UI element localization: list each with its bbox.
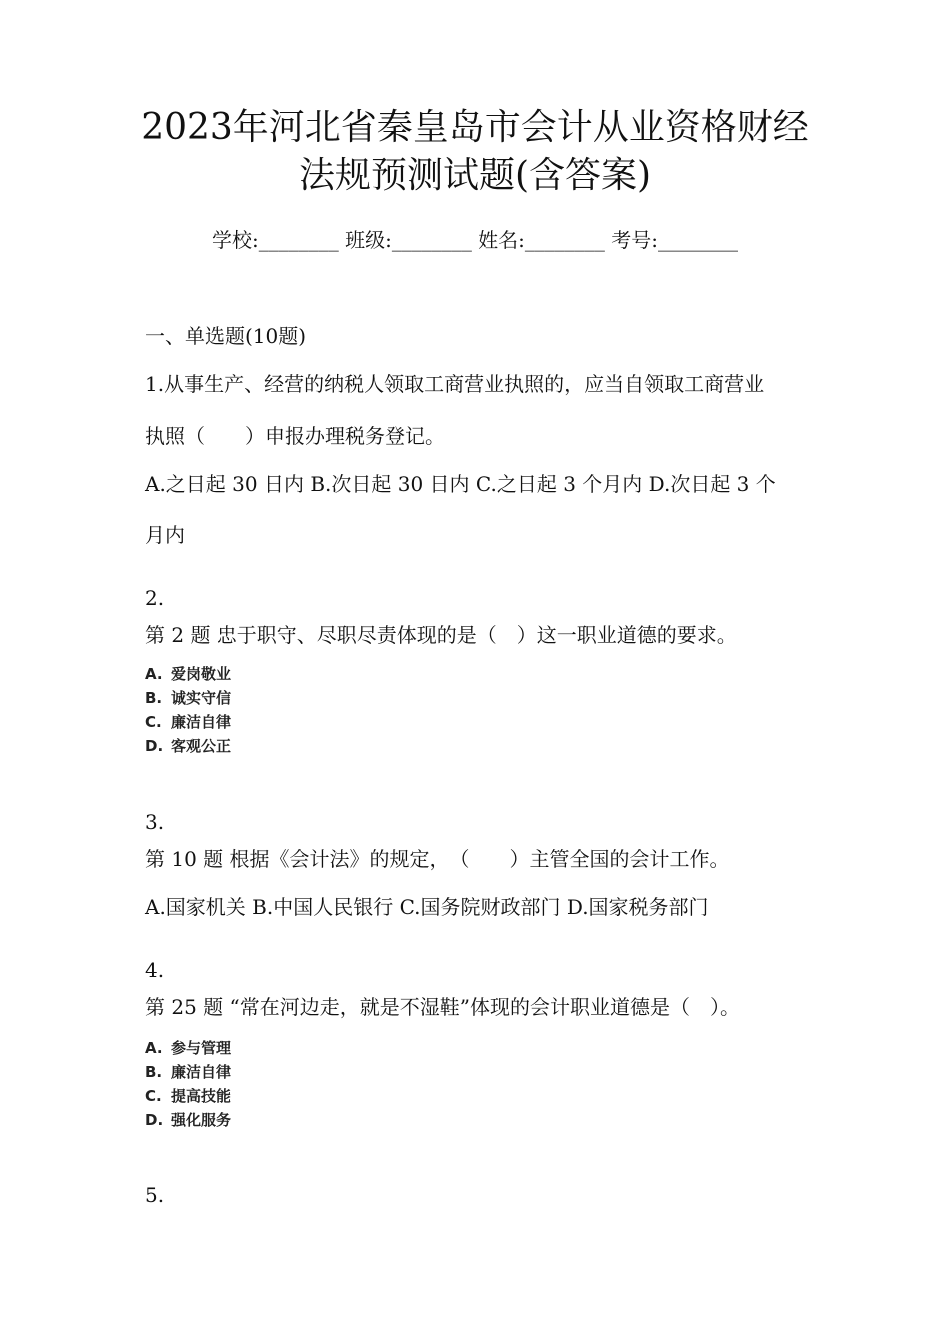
q2-option-d <box>145 734 231 758</box>
q2-number: 2. <box>145 586 165 610</box>
option-letter: C. <box>145 713 162 731</box>
document-title-line-1: 2023年河北省秦皇岛市会计从业资格财经 <box>141 107 809 148</box>
q2-option-a <box>145 662 231 686</box>
q2-option-b <box>145 686 231 710</box>
option-text: 客观公正 <box>171 737 232 755</box>
section-heading: 一、单选题(10题) <box>145 324 307 348</box>
q5-number: 5. <box>145 1183 165 1207</box>
option-letter: A. <box>145 665 163 683</box>
option-letter: D. <box>145 737 164 755</box>
q3-stem: 第 10 题 根据《会计法》的规定， （ ）主管全国的会计工作。 <box>145 847 730 871</box>
q4-stem: 第 25 题 “常在河边走，就是不湿鞋”体现的会计职业道德是（ ）。 <box>145 995 740 1019</box>
option-text: 廉洁自律 <box>171 713 232 731</box>
option-letter: C. <box>145 1087 162 1105</box>
q4-option-b <box>145 1060 231 1084</box>
q1-options-line-2: 月内 <box>145 523 185 547</box>
option-text: 提高技能 <box>171 1087 232 1105</box>
q2-stem: 第 2 题 忠于职守、尽职尽责体现的是（ ）这一职业道德的要求。 <box>145 623 737 647</box>
q4-number: 4. <box>145 958 165 982</box>
option-letter: D. <box>145 1111 164 1129</box>
option-text: 参与管理 <box>171 1039 232 1057</box>
q1-stem-line-1: 1.从事生产、经营的纳税人领取工商营业执照的，应当自领取工商营业 <box>145 372 765 396</box>
document-title-line-2: 法规预测试题(含答案) <box>298 155 652 196</box>
q4-option-a <box>145 1036 231 1060</box>
option-text: 廉洁自律 <box>171 1063 232 1081</box>
q3-number: 3. <box>145 810 165 834</box>
option-letter: B. <box>145 1063 163 1081</box>
student-info-line: 学校:________ 班级:________ 姓名:________ 考号:________ <box>211 228 739 252</box>
q4-option-c <box>145 1084 231 1108</box>
q3-options-line: A.国家机关 B.中国人民银行 C.国务院财政部门 D.国家税务部门 <box>145 895 709 919</box>
option-letter: A. <box>145 1039 163 1057</box>
option-text: 强化服务 <box>171 1111 232 1129</box>
q1-options-line-1: A.之日起 30 日内 B.次日起 30 日内 C.之日起 3 个月内 D.次日起 3 个 <box>145 472 776 496</box>
q2-option-c <box>145 710 231 734</box>
option-text: 诚实守信 <box>171 689 232 707</box>
q1-stem-line-2: 执照（ ）申报办理税务登记。 <box>145 424 445 448</box>
option-text: 爱岗敬业 <box>171 665 232 683</box>
q4-option-d <box>145 1108 231 1132</box>
option-letter: B. <box>145 689 163 707</box>
